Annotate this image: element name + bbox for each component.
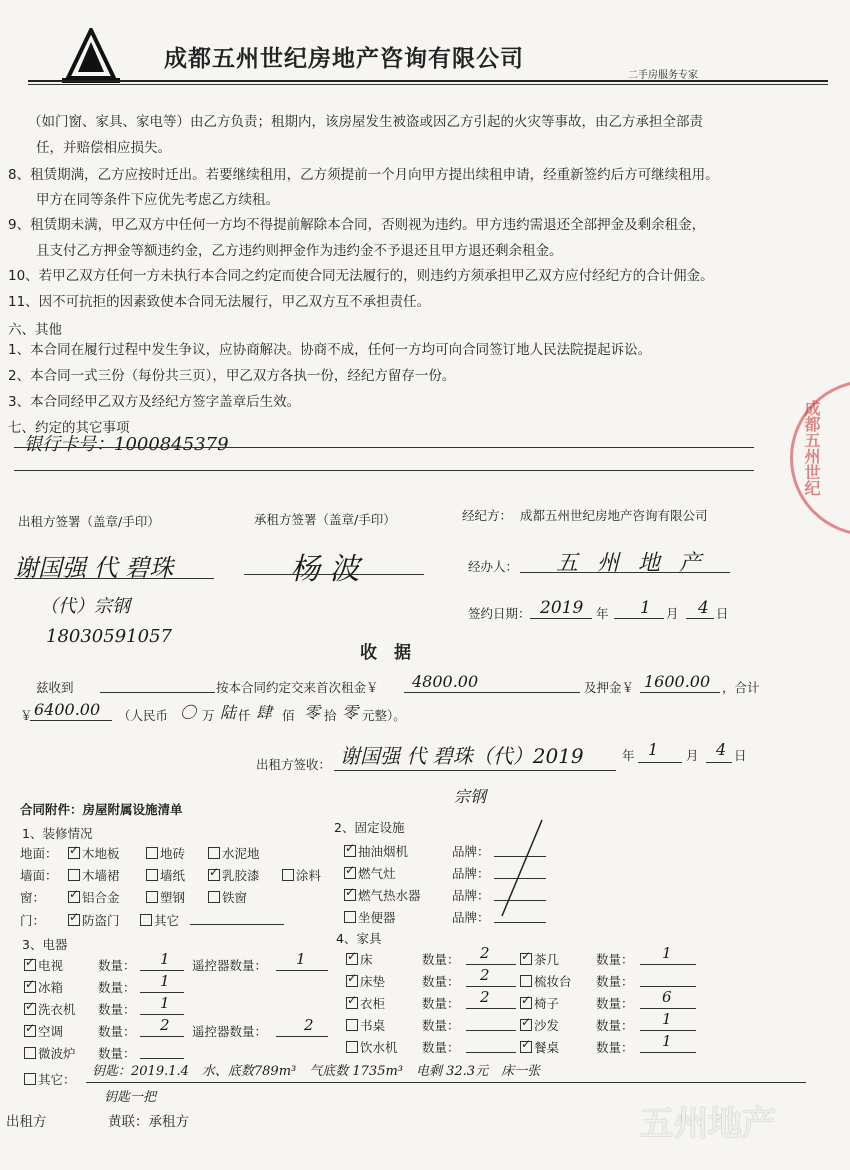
month-label: 月 <box>686 748 699 763</box>
lessor-receipt-label: 出租方签收： <box>256 757 332 772</box>
attachment-title: 合同附件：房屋附属设施清单 <box>20 802 183 817</box>
total-amount: 6400.00 <box>34 700 101 719</box>
opt-door-other[interactable]: 其它 <box>140 911 179 929</box>
qty-ac: 2 <box>160 1016 170 1034</box>
sign-month: 1 <box>640 598 651 618</box>
lessor-signature-proxy: （代）宗钢 <box>40 596 130 617</box>
qty-label: 数量： <box>422 974 460 989</box>
received-from-label: 兹收到 <box>36 680 74 695</box>
remote-tv: 1 <box>296 950 306 968</box>
opt-chair[interactable]: ✓椅子 <box>520 994 559 1012</box>
opt-range-hood[interactable]: ✓抽油烟机 <box>344 842 408 860</box>
opt-tile[interactable]: 地砖 <box>146 844 185 862</box>
total-text: ，合计 <box>722 680 760 695</box>
opt-security-door[interactable]: ✓ 防盗门 <box>68 911 120 929</box>
section-7-heading: 七、约定的其它事项 <box>8 420 130 436</box>
qty-label: 数量： <box>422 996 460 1011</box>
opt-tea-table[interactable]: ✓茶几 <box>520 950 559 968</box>
watermark: 五州地产 <box>640 1104 776 1144</box>
lessee-signature: 杨 波 <box>290 552 360 587</box>
receipt-title: 收 据 <box>360 643 411 663</box>
opt-latex-paint[interactable]: ✓ 乳胶漆 <box>208 866 260 884</box>
opt-wardrobe[interactable]: ✓衣柜 <box>346 994 385 1012</box>
opt-dining-table[interactable]: ✓餐桌 <box>520 1038 559 1056</box>
opt-mattress[interactable]: ✓床垫 <box>346 972 385 990</box>
sign-date-label: 签约日期： <box>468 606 531 621</box>
other-notes-key: 钥匙一把 <box>104 1090 157 1105</box>
qty-tea-table: 1 <box>662 944 672 962</box>
company-logo <box>62 28 120 84</box>
lessor-phone: 18030591057 <box>46 626 172 647</box>
other-notes-handwriting: 钥匙：2019.1.4 水、底数789m³ 气底数 1735m³ 电剩 32.3元 床一张 <box>92 1064 541 1079</box>
qty-fridge: 1 <box>160 972 170 990</box>
lessor-receipt-signature-2: 宗钢 <box>454 787 487 806</box>
opt-wood-floor[interactable]: ✓ 木地板 <box>68 844 120 862</box>
wan-label: 万 <box>202 708 215 723</box>
opt-toilet[interactable]: 坐便器 <box>344 908 396 926</box>
bai-label: 佰 <box>282 708 295 723</box>
slogan: 二手房服务专家 <box>628 70 698 81</box>
agent-name: 成都五州世纪房地产咨询有限公司 <box>520 508 708 523</box>
opt-ac[interactable]: ✓空调 <box>24 1022 63 1040</box>
section-fixed: 2、固定设施 <box>334 820 405 835</box>
clause-9: 9、租赁期未满，甲乙双方中任何一方均不得提前解除本合同，否则视为违约。甲方违约需退还全部押金及剩余租金， <box>8 217 706 233</box>
opt-fridge[interactable]: ✓冰箱 <box>24 978 63 996</box>
qty-label: 数量： <box>596 952 634 967</box>
opt-plastic-steel[interactable]: 塑钢 <box>146 888 185 906</box>
footer-copy-note: 黄联：承租方 <box>108 1114 189 1130</box>
clause-6-2: 2、本合同一式三份（每份共三页），甲乙双方各执一份，经纪方留存一份。 <box>8 368 456 384</box>
amount-shi: 零 <box>304 703 321 722</box>
opt-aluminum[interactable]: ✓ 铝合金 <box>68 888 120 906</box>
remote-label: 遥控器数量： <box>192 958 268 973</box>
qty-label: 数量： <box>98 1046 136 1061</box>
lessor-signature: 谢国强 代 碧珠 <box>14 554 174 582</box>
qty-label: 数量： <box>98 958 136 973</box>
opt-coating[interactable]: 涂料 <box>282 866 321 884</box>
opt-desk[interactable]: 书桌 <box>346 1016 385 1034</box>
clause-line: 甲方在同等条件下应优先考虑乙方续租。 <box>36 192 279 208</box>
opt-tv[interactable]: ✓电视 <box>24 956 63 974</box>
brand-label: 品牌： <box>452 910 490 925</box>
qty-label: 数量： <box>596 1018 634 1033</box>
clause-line: （如门窗、家具、家电等）由乙方负责；租期内，该房屋发生被盗或因乙方引起的火灾等事故，由乙方承担全部责 <box>28 114 703 130</box>
qty-label: 数量： <box>596 996 634 1011</box>
day-label: 日 <box>716 606 729 621</box>
yen-sign: ￥ <box>20 708 33 723</box>
window-label: 窗： <box>20 890 46 905</box>
remote-ac: 2 <box>304 1016 314 1034</box>
company-title: 成都五州世纪房地产咨询有限公司 <box>164 46 524 72</box>
year-label: 年 <box>596 606 609 621</box>
lessor-sign-label: 出租方签署（盖章/手印） <box>18 514 160 529</box>
opt-iron-window[interactable]: 铁窗 <box>208 888 247 906</box>
qian-label: 仟 <box>238 708 251 723</box>
qty-label: 数量： <box>98 980 136 995</box>
opt-wallpaper[interactable]: 墙纸 <box>146 866 185 884</box>
qty-label: 数量： <box>98 1002 136 1017</box>
qty-bed: 2 <box>480 944 490 962</box>
amount-bai: 肆 <box>256 703 273 722</box>
rmb-label: （人民币 <box>118 708 169 723</box>
deposit-amount: 1600.00 <box>644 672 711 691</box>
opt-microwave[interactable]: 微波炉 <box>24 1044 76 1062</box>
qty-sofa: 1 <box>662 1010 672 1028</box>
qty-washer: 1 <box>160 994 170 1012</box>
month-label: 月 <box>666 606 679 621</box>
clause-10: 10、若甲乙双方任何一方未执行本合同之约定而使合同无法履行的，则违约方须承担甲乙双方应付经纪方的合计佣金。 <box>8 268 714 284</box>
opt-gas-stove[interactable]: ✓燃气灶 <box>344 864 396 882</box>
floor-label: 地面： <box>20 846 58 861</box>
section-6-heading: 六、其他 <box>8 322 62 338</box>
year-label: 年 <box>622 748 635 763</box>
qty-label: 数量： <box>596 1040 634 1055</box>
handler-signature: 五 州 地 产 <box>556 551 707 576</box>
opt-cement[interactable]: 水泥地 <box>208 844 260 862</box>
remote-label: 遥控器数量： <box>192 1024 268 1039</box>
sign-year: 2019 <box>540 598 584 618</box>
clause-6-3: 3、本合同经甲乙双方及经纪方签字盖章后生效。 <box>8 394 301 410</box>
shi-label: 拾 <box>324 708 337 723</box>
qty-label: 数量： <box>422 952 460 967</box>
section-furniture: 4、家具 <box>336 931 382 946</box>
clause-line: 且支付乙方押金等额违约金，乙方违约则押金作为违约金不予退还且甲方退还剩余租金。 <box>36 243 563 259</box>
sign-day: 4 <box>698 598 709 618</box>
amount-qian: 陆 <box>220 703 237 722</box>
rent-amount: 4800.00 <box>412 672 479 691</box>
door-label: 门： <box>20 913 46 928</box>
opt-gas-heater[interactable]: ✓燃气热水器 <box>344 886 421 904</box>
company-seal-stamp: 成都五州世纪 <box>802 400 821 496</box>
qty-label: 数量： <box>422 1018 460 1033</box>
clause-8: 8、租赁期满，乙方应按时迁出。若要继续租用，乙方须提前一个月向甲方提出续租申请，经重新签约后方可继续租用。 <box>8 167 719 183</box>
amount-yuan: 零 <box>342 703 359 722</box>
clause-11: 11、因不可抗拒的因素致使本合同无法履行，甲乙双方互不承担责任。 <box>8 294 431 310</box>
qty-label: 数量： <box>596 974 634 989</box>
clause-line: 任，并赔偿相应损失。 <box>36 140 171 156</box>
opt-bed[interactable]: ✓床 <box>346 950 373 968</box>
lessor-receipt-signature: 谢国强 代 碧珠（代）2019 <box>340 744 584 768</box>
qty-label: 数量： <box>98 1024 136 1039</box>
amount-wan: 〇 <box>180 703 197 722</box>
strike-through-mark <box>490 818 550 918</box>
qty-mattress: 2 <box>480 966 490 984</box>
opt-other[interactable]: 其它： <box>24 1070 76 1088</box>
qty-tv: 1 <box>160 950 170 968</box>
qty-wardrobe: 2 <box>480 988 490 1006</box>
qty-label: 数量： <box>422 1040 460 1055</box>
receipt-month: 1 <box>648 740 659 759</box>
rent-text: 按本合同约定交来首次租金￥ <box>216 680 379 695</box>
other-terms-handwriting: 银行卡号：1000845379 <box>24 434 229 455</box>
handler-label: 经办人： <box>468 559 519 574</box>
section-appliances: 3、电器 <box>22 937 68 952</box>
yuanzheng-label: 元整）。 <box>362 708 406 723</box>
opt-water-dispenser[interactable]: 饮水机 <box>346 1038 398 1056</box>
brand-label: 品牌： <box>452 888 490 903</box>
wall-label: 墙面： <box>20 868 58 883</box>
deposit-text: 及押金￥ <box>584 680 635 695</box>
lessee-sign-label: 承租方签署（盖章/手印） <box>254 512 396 527</box>
agent-label: 经纪方： <box>462 508 513 523</box>
opt-washer[interactable]: ✓洗衣机 <box>24 1000 76 1018</box>
section-decoration: 1、装修情况 <box>22 826 93 841</box>
opt-wood-wainscot[interactable]: 木墙裙 <box>68 866 120 884</box>
opt-dresser[interactable]: 梳妆台 <box>520 972 572 990</box>
qty-chair: 6 <box>662 988 672 1006</box>
footer-lessor: 出租方 <box>6 1114 47 1130</box>
brand-label: 品牌： <box>452 844 490 859</box>
day-label: 日 <box>734 748 747 763</box>
brand-label: 品牌： <box>452 866 490 881</box>
opt-sofa[interactable]: ✓沙发 <box>520 1016 559 1034</box>
clause-6-1: 1、本合同在履行过程中发生争议，应协商解决。协商不成，任何一方均可向合同签订地人民法院提起诉讼。 <box>8 342 652 358</box>
qty-dining-table: 1 <box>662 1032 672 1050</box>
receipt-day: 4 <box>716 740 727 759</box>
